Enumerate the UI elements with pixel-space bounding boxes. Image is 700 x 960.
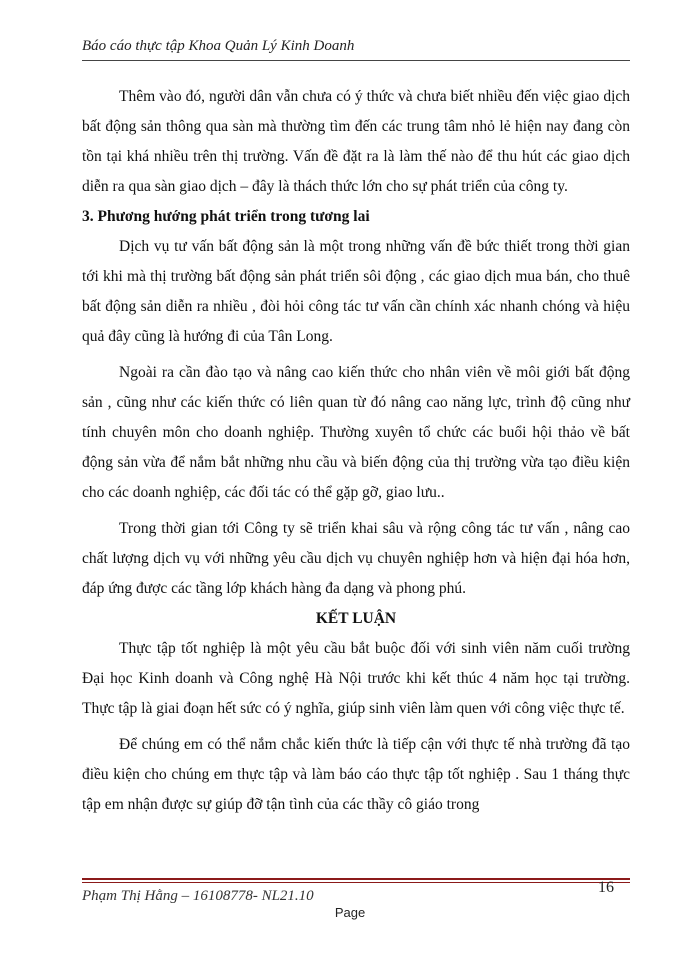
paragraph-4: Trong thời gian tới Công ty sẽ triển khai sâu và rộng công tác tư vấn , nâng cao chất lượng dịch vụ với những yêu cầu dịch vụ chuyên nghiệp hơn và hiện đại hóa hơn, đáp ứng được các tầng lớp khách hàng đa dạng và phong phú.	[82, 520, 630, 597]
footer-divider-thin	[82, 882, 630, 883]
paragraph-2: Dịch vụ tư vấn bất động sản là một trong những vấn đề bức thiết trong thời gian tới khi mà thị trường bất động sản phát triển sôi động , các giao dịch mua bán, cho thuê bất động sản diễn ra nhiều , đòi hỏi công tác tư vấn cần chính xác nhanh chóng và hiệu quả đây cũng là hướng đi của Tân Long.	[82, 238, 630, 345]
paragraph-5: Thực tập tốt nghiệp là một yêu cầu bắt buộc đối với sinh viên năm cuối trường Đại học Kinh doanh và Công nghệ Hà Nội trước khi kết thúc 4 năm học tại trường. Thực tập là giai đoạn hết sức có ý nghĩa, giúp sinh viên làm quen với công việc thực tế.	[82, 640, 630, 717]
document-body	[82, 82, 630, 820]
paragraph-6: Để chúng em có thể nắm chắc kiến thức là tiếp cận với thực tế nhà trường đã tạo điều kiện cho chúng em thực tập và làm báo cáo thực tập tốt nghiệp . Sau 1 tháng thực tập em nhận được sự giúp đỡ tận tình của các thầy cô giáo trong	[82, 736, 630, 813]
header-divider	[82, 60, 630, 61]
paragraph-3: Ngoài ra cần đào tạo và nâng cao kiến thức cho nhân viên về môi giới bất động sản , cũng như các kiến thức có liên quan từ đó nâng cao năng lực, trình độ cũng như tính chuyên môn cho doanh nghiệp. Thường xuyên tổ chức các buổi hội thảo về bất động sản vừa để nắm bắt những nhu cầu và biến động của thị trường vừa tạo điều kiện cho các doanh nghiệp, các đối tác có thể gặp gỡ, giao lưu..	[82, 364, 630, 501]
footer-author: Phạm Thị Hằng – 16108778- NL21.10	[82, 888, 314, 904]
section-3-heading: 3. Phương hướng phát triển trong tương lai	[82, 208, 370, 225]
page-label: Page	[334, 905, 366, 920]
footer-divider-thick	[82, 878, 630, 880]
conclusion-heading: KẾT LUẬN	[315, 610, 397, 627]
page-number: 16	[598, 879, 614, 896]
paragraph-1: Thêm vào đó, người dân vẫn chưa có ý thức và chưa biết nhiều đến việc giao dịch bất động sản thông qua sàn mà thường tìm đến các trung tâm nhỏ lẻ hiện nay đang còn tồn tại khá nhiều trên thị trường. Vấn đề đặt ra là làm thế nào để thu hút các giao dịch diễn ra qua sàn giao dịch – đây là thách thức lớn cho sự phát triển của công ty.	[82, 88, 630, 195]
page-header-title: Báo cáo thực tập Khoa Quản Lý Kinh Doanh	[82, 38, 355, 54]
